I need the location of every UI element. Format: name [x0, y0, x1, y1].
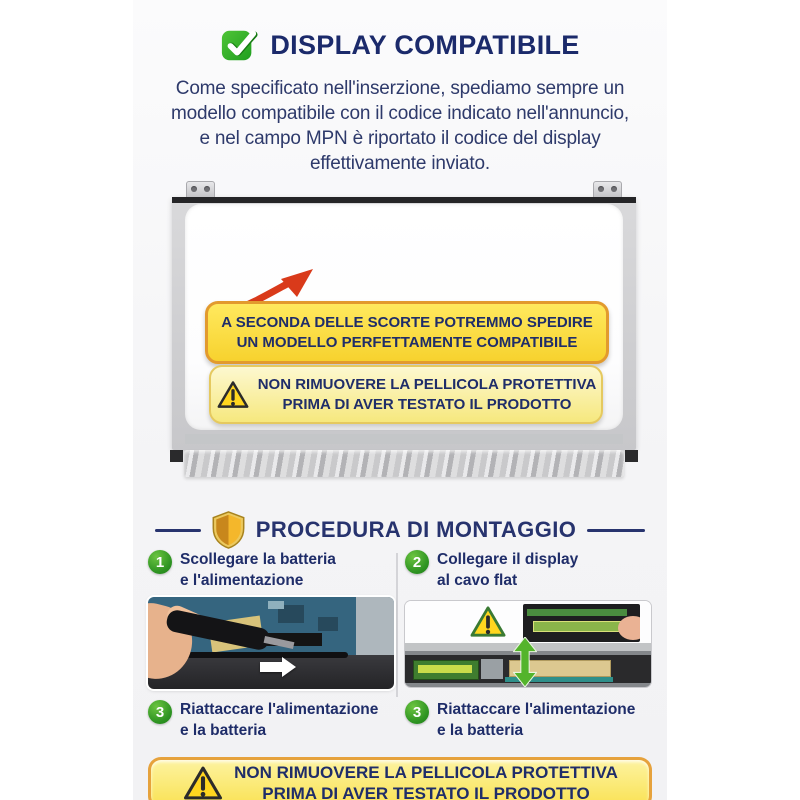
arrow-bar	[260, 662, 282, 672]
divider-line	[155, 529, 201, 532]
panel-corner-right	[625, 450, 638, 462]
chassis-edge	[356, 597, 394, 655]
screw-hole	[191, 186, 197, 192]
footer-warning-text	[234, 762, 618, 800]
intro-line: modello compatibile con il codice indicato nell'annuncio,	[170, 103, 629, 124]
panel-corner-left	[170, 450, 183, 462]
intro-line: e nel campo MPN è riportato il codice del display	[199, 128, 601, 149]
film-notice-line: PRIMA DI AVER TESTATO IL PRODOTTO	[282, 395, 572, 413]
procedure-title: PROCEDURA DI MONTAGGIO	[255, 517, 577, 542]
footer-warning-banner	[148, 757, 652, 800]
arrow-head	[282, 657, 296, 677]
step-text: Riattaccare l'alimentazione e la batteria	[437, 701, 636, 739]
chip	[318, 617, 338, 631]
step-number-badge: 3	[148, 700, 172, 724]
film-notice-line: NON RIMUOVERE LA PELLICOLA PROTETTIVA	[257, 375, 597, 393]
stock-notice-sticker	[205, 301, 609, 364]
footer-warning-line: NON RIMUOVERE LA PELLICOLA PROTETTIVA	[234, 763, 618, 782]
connector-strip	[533, 621, 623, 632]
white-arrow-icon	[260, 657, 300, 677]
page-title: DISPLAY COMPATIBILE	[270, 29, 580, 60]
column-divider	[396, 553, 398, 697]
footer-warning-line: PRIMA DI AVER TESTATO IL PRODOTTO	[262, 784, 590, 800]
intro-line: effettivamente inviato.	[310, 153, 490, 174]
warning-icon	[469, 605, 507, 639]
step-text: Riattaccare l'alimentazione e la batteria	[180, 701, 379, 739]
lcd-panel-photo	[172, 197, 636, 450]
step-text: Collegare il display al cavo flat	[437, 551, 579, 589]
flat-cable-connect-photo	[405, 601, 651, 687]
stock-notice-line: A SECONDA DELLE SCORTE POTREMMO SPEDIRE	[221, 313, 593, 331]
step-2	[405, 549, 651, 593]
battery-disconnect-photo	[148, 597, 394, 689]
green-double-arrow-icon	[513, 637, 537, 687]
film-notice-sticker	[209, 365, 603, 424]
screw-hole	[204, 186, 210, 192]
step-1	[148, 549, 394, 593]
step-number-badge: 1	[148, 550, 172, 574]
connector-pins	[418, 665, 472, 673]
film-notice-text	[258, 375, 597, 415]
step-text: Scollegare la batteria e l'alimentazione	[180, 551, 336, 589]
divider-line	[587, 529, 645, 532]
procedure-column-right	[405, 549, 651, 743]
shield-icon	[212, 511, 245, 549]
warning-icon	[216, 380, 250, 410]
connector-strip	[527, 609, 627, 616]
step-number-badge: 3	[405, 700, 429, 724]
procedure-header	[133, 511, 667, 549]
procedure-column-left	[148, 549, 394, 743]
panel-top-edge	[172, 197, 636, 203]
stock-notice-line: UN MODELLO PERFETTAMENTE COMPATIBILE	[236, 333, 578, 351]
green-connector	[413, 660, 479, 680]
finger	[618, 616, 640, 640]
check-icon	[220, 26, 258, 64]
warning-icon	[182, 765, 224, 800]
panel-foil-board	[184, 450, 624, 477]
connector-inset-photo	[523, 604, 640, 642]
intro-paragraph	[133, 76, 667, 176]
screw-hole	[598, 186, 604, 192]
screw-hole	[611, 186, 617, 192]
content-column	[133, 0, 667, 800]
page-header	[133, 26, 667, 64]
panel-bottom-edge	[185, 434, 623, 444]
step-number-badge: 2	[405, 550, 429, 574]
step-3-left	[148, 699, 394, 743]
step-3-right	[405, 699, 651, 743]
connector-block	[481, 659, 503, 679]
chip	[268, 601, 284, 609]
intro-line: Come specificato nell'inserzione, spediamo sempre un	[175, 78, 625, 99]
